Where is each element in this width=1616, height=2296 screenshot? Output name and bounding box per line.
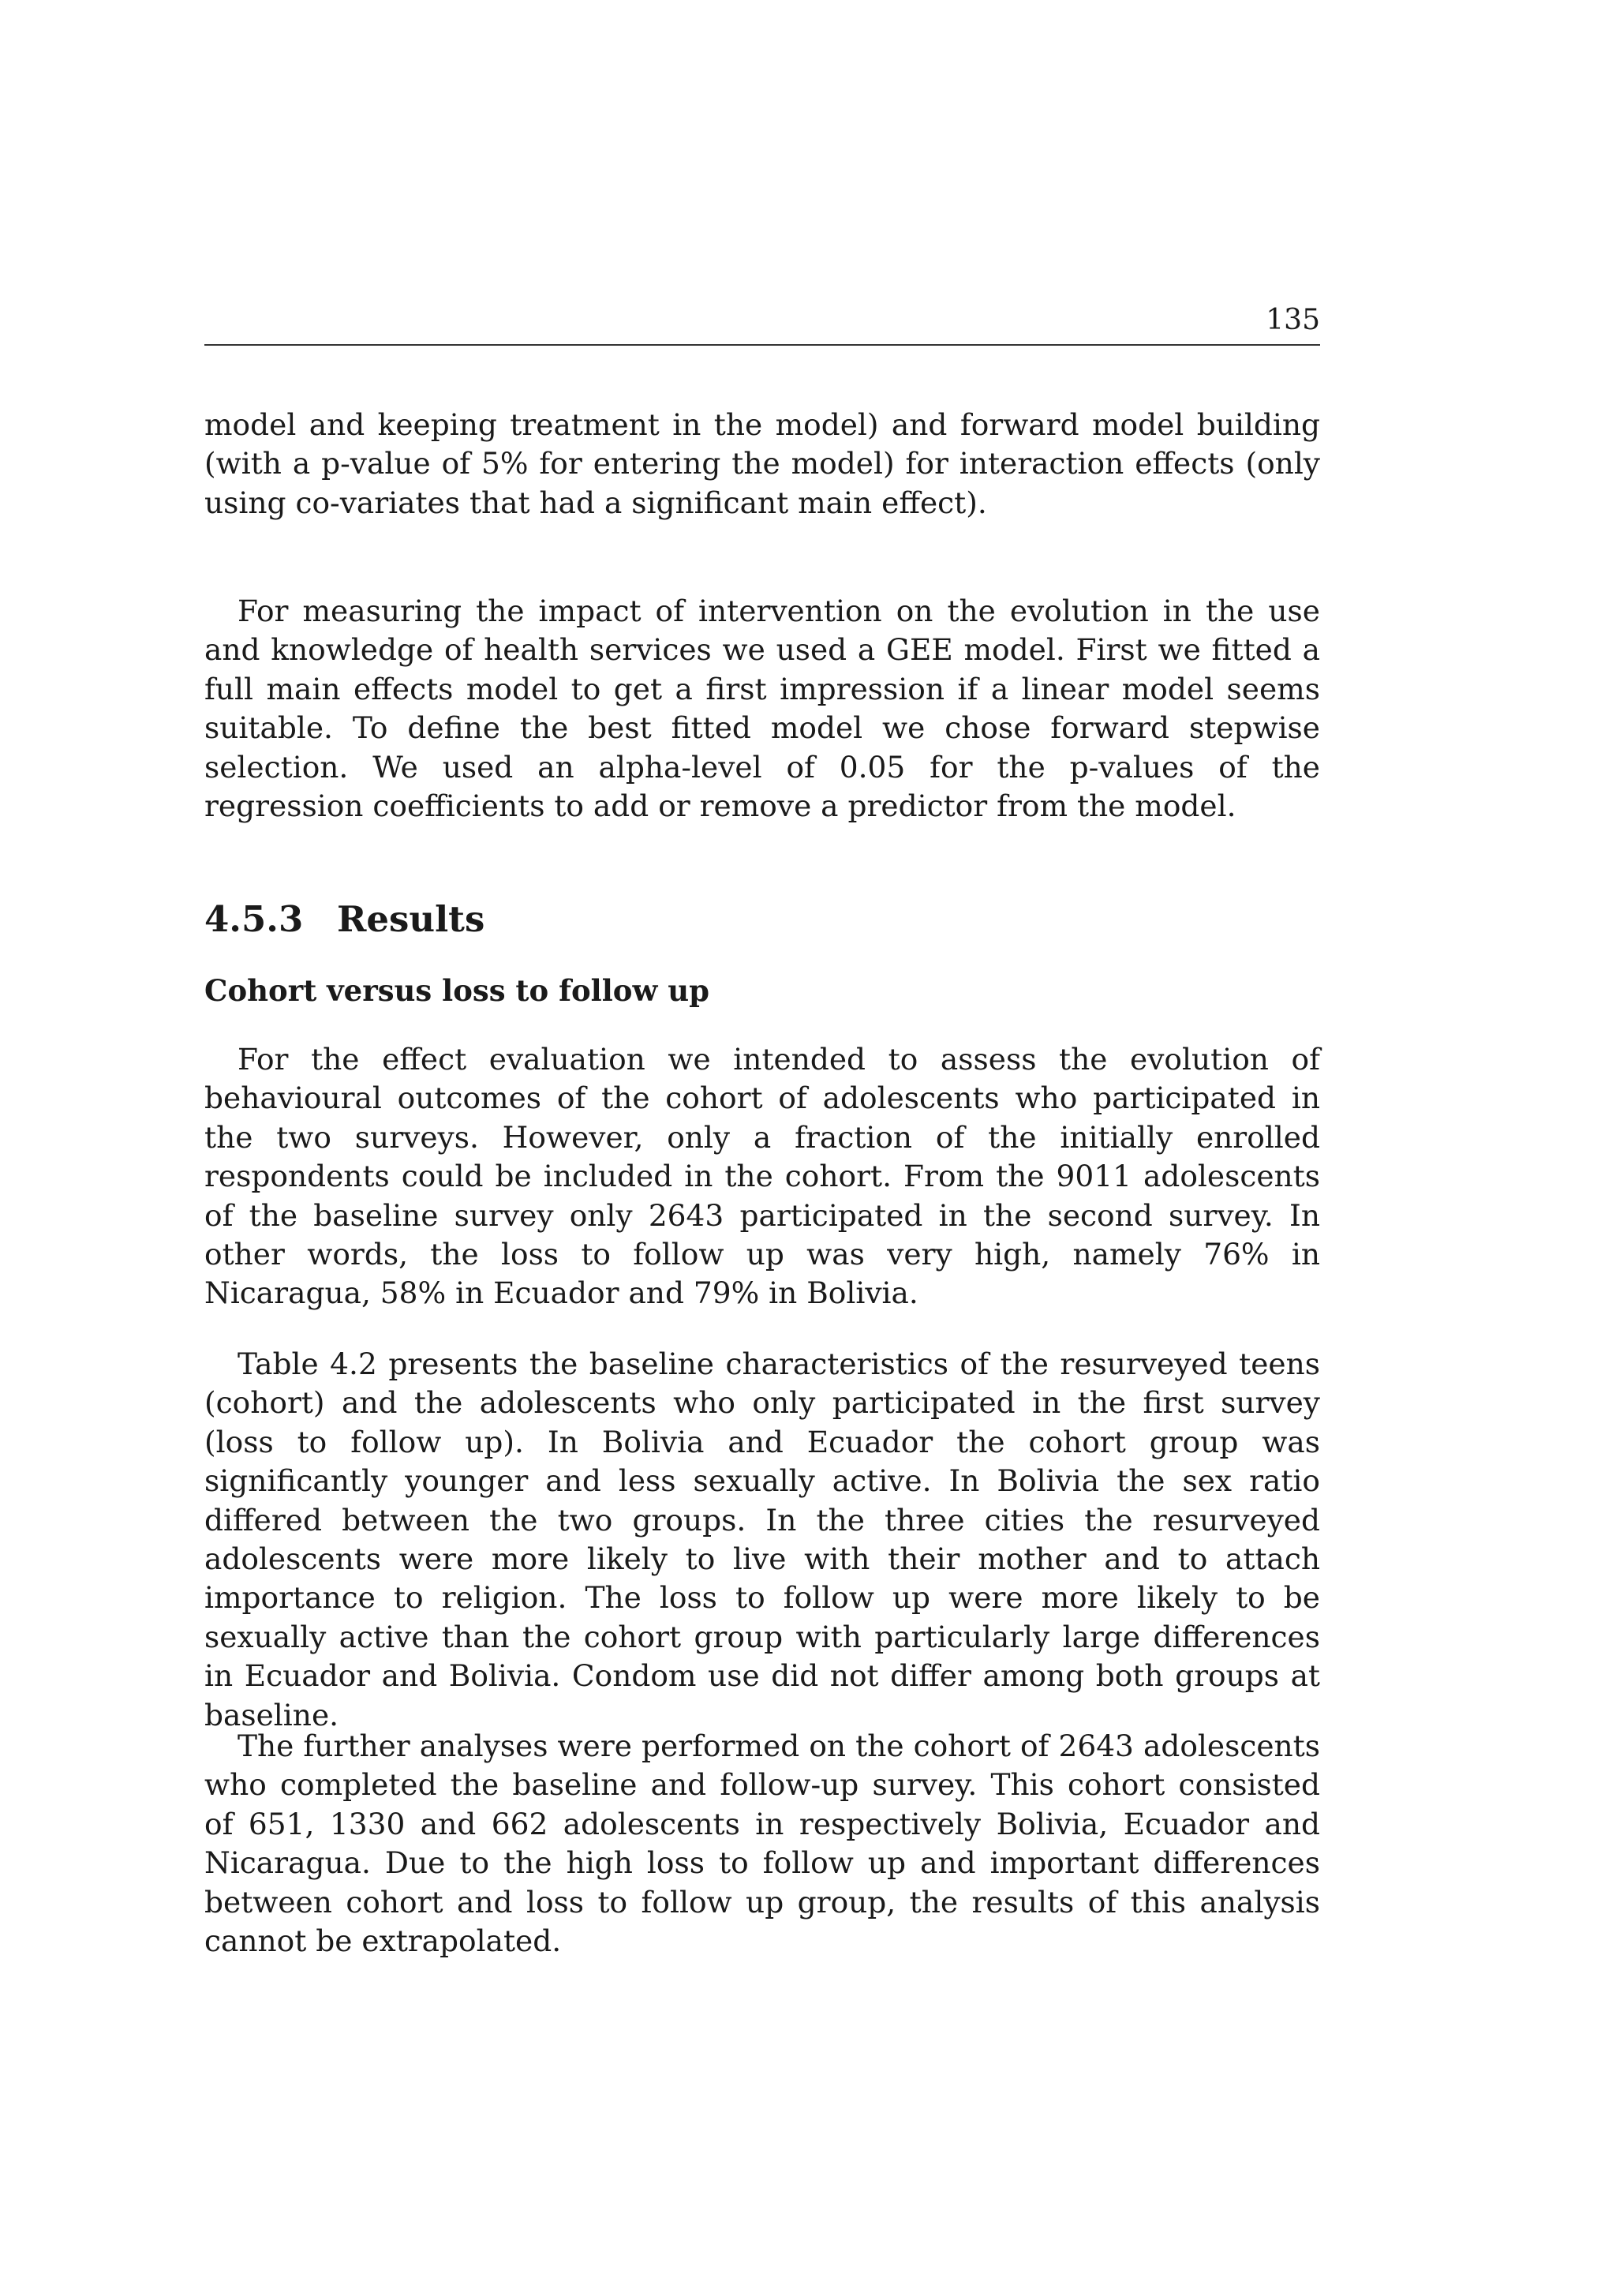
page-number: 135: [1266, 304, 1320, 336]
paragraph-further-analyses: The further analyses were performed on the cohort of 2643 adolescents who completed the baseline and follow-up survey. This cohort consisted of 651, 1330 and 662 adolescents in respectively Bolivia, Ecuador and Nicaragua. Due to the high loss to follow up and important differences between cohort and loss to follow up group, the results of this analysis cannot be extrapolated.: [204, 1729, 1320, 1959]
paragraph-model-building: model and keeping treatment in the model) and forward model building (with a p-value of 5% for entering the model) for interaction effects (only using co-variates that had a significant main effect).: [204, 407, 1320, 520]
paragraph-gee-model: For measuring the impact of intervention on the evolution in the use and knowledge of health services we used a GEE model. First we fitted a full main effects model to get a first impression if a linear model seems suitable. To define the best fitted model we chose forward stepwise selection. We used an alpha-level of 0.05 for the p-values of the regression coefficients to add or remove a predictor from the model.: [204, 594, 1320, 824]
section-title: Results: [337, 898, 485, 940]
paragraph-cohort-loss: For the effect evaluation we intended to assess the evolution of behavioural outcomes of the cohort of adolescents who participated in the two surveys. However, only a fraction of the initially enrolled respondents could be included in the cohort. From the 9011 adolescents of the baseline survey only 2643 participated in the second survey. In other words, the loss to follow up was very high, namely 76% in Nicaragua, 58% in Ecuador and 79% in Bolivia.: [204, 1042, 1320, 1311]
section-heading: [204, 897, 484, 942]
subsection-heading: Cohort versus loss to follow up: [204, 973, 709, 1008]
header-rule: [204, 344, 1320, 346]
paragraph-table-summary: Table 4.2 presents the baseline characteristics of the resurveyed teens (cohort) and the adolescents who only participated in the first survey (loss to follow up). In Bolivia and Ecuador the cohort group was significantly younger and less sexually active. In Bolivia the sex ratio differed between the two groups. In the three cities the resurveyed adolescents were more likely to live with their mother and to attach importance to religion. The loss to follow up were more likely to be sexually active than the cohort group with particularly large differences in Ecuador and Bolivia. Condom use did not differ among both groups at baseline.: [204, 1347, 1320, 1732]
section-number: 4.5.3: [204, 898, 304, 940]
